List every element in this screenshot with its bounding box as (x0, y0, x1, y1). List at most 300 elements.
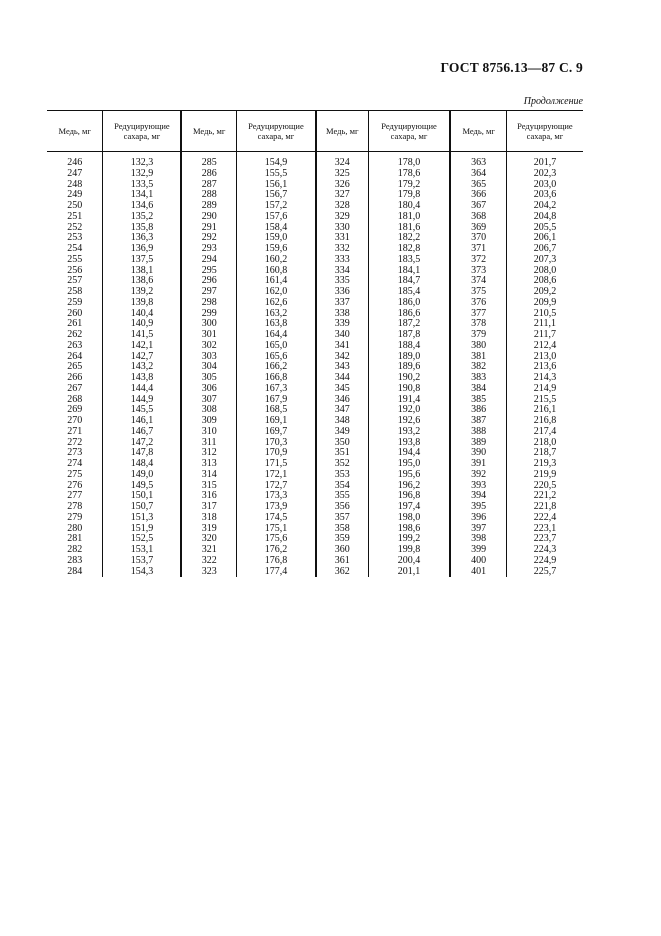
table-cell: 142,7 (103, 352, 182, 363)
table-cell: 223,1 (533, 522, 557, 534)
table-cell: 275 (47, 470, 103, 481)
table-cell: 159,6 (236, 244, 315, 255)
table-cell: 265 (47, 362, 103, 373)
table-cell: 170,3 (236, 438, 315, 449)
table-cell: 252 (47, 223, 103, 234)
table-cell: 269 (47, 405, 103, 416)
table-cell: 249 (47, 190, 103, 201)
table-cell: 137,5 (103, 255, 182, 266)
table-cell: 184,1 (368, 266, 450, 277)
table-cell: 344 (316, 373, 368, 384)
table-cell: 296 (181, 276, 236, 287)
table-row (47, 427, 583, 438)
table-cell: 139,2 (103, 287, 182, 298)
table-cell: 398 (450, 534, 506, 545)
table-cell: 332 (316, 244, 368, 255)
table-cell: 371 (450, 244, 506, 255)
table-cell: 280 (47, 524, 103, 535)
table-cell: 377 (450, 309, 506, 320)
table-cell: 220,5 (533, 479, 557, 491)
table-row (47, 384, 583, 395)
table-cell: 348 (316, 416, 368, 427)
table-cell: 350 (316, 438, 368, 449)
table-cell: 372 (450, 255, 506, 266)
table-cell: 187,8 (368, 330, 450, 341)
table-cell: 345 (316, 384, 368, 395)
table-cell: 337 (316, 298, 368, 309)
table-cell: 212,4 (533, 339, 557, 351)
table-cell: 364 (450, 169, 506, 180)
table-cell: 305 (181, 373, 236, 384)
table-cell: 169,7 (236, 427, 315, 438)
table-cell: 201,7 (533, 157, 557, 168)
table-cell: 308 (181, 405, 236, 416)
table-cell: 271 (47, 427, 103, 438)
table-cell: 165,0 (236, 341, 315, 352)
table-cell: 135,2 (103, 212, 182, 223)
table-cell: 298 (181, 298, 236, 309)
table-cell: 324 (316, 152, 368, 169)
table-cell: 295 (181, 266, 236, 277)
table-cell: 251 (47, 212, 103, 223)
table-row (47, 534, 583, 545)
table-cell: 303 (181, 352, 236, 363)
table-cell: 147,8 (103, 448, 182, 459)
table-cell: 218,7 (533, 447, 557, 459)
table-cell: 380 (450, 341, 506, 352)
table-cell: 388 (450, 427, 506, 438)
table-cell: 157,2 (236, 201, 315, 212)
table-cell: 283 (47, 556, 103, 567)
table-row (47, 481, 583, 492)
table-cell: 140,9 (103, 319, 182, 330)
table-cell: 309 (181, 416, 236, 427)
table-cell: 181,0 (368, 212, 450, 223)
table-cell: 200,4 (368, 556, 450, 567)
table-cell: 276 (47, 481, 103, 492)
table-cell: 361 (316, 556, 368, 567)
table-row (47, 556, 583, 567)
table-cell: 311 (181, 438, 236, 449)
table-cell: 214,9 (533, 382, 557, 394)
column-header: Редуцирующие сахара, мг (103, 111, 182, 152)
table-cell: 151,3 (103, 513, 182, 524)
table-body (47, 152, 583, 578)
table-cell: 147,2 (103, 438, 182, 449)
table-cell: 359 (316, 534, 368, 545)
table-cell: 328 (316, 201, 368, 212)
table-cell: 356 (316, 502, 368, 513)
table-cell: 196,8 (368, 491, 450, 502)
table-cell: 274 (47, 459, 103, 470)
table-row (47, 416, 583, 427)
table-cell: 143,2 (103, 362, 182, 373)
table-cell: 299 (181, 309, 236, 320)
table-cell: 224,3 (533, 544, 557, 555)
table-cell: 192,6 (368, 416, 450, 427)
table-cell: 278 (47, 502, 103, 513)
table-cell: 400 (450, 556, 506, 567)
table-cell: 330 (316, 223, 368, 234)
table-cell: 172,7 (236, 481, 315, 492)
table-cell: 331 (316, 233, 368, 244)
table-cell: 162,6 (236, 298, 315, 309)
table-cell: 219,3 (533, 458, 557, 469)
table-row (47, 448, 583, 459)
table-row (47, 341, 583, 352)
table-cell: 143,8 (103, 373, 182, 384)
table-cell: 199,8 (368, 545, 450, 556)
table-cell: 222,4 (533, 511, 557, 523)
table-row (47, 298, 583, 309)
table-cell: 193,8 (368, 438, 450, 449)
table-cell: 162,0 (236, 287, 315, 298)
table-cell: 159,0 (236, 233, 315, 244)
column-header: Медь, мг (181, 111, 236, 152)
table-cell: 163,8 (236, 319, 315, 330)
table-cell: 384 (450, 384, 506, 395)
table-cell: 197,4 (368, 502, 450, 513)
table-cell: 134,1 (103, 190, 182, 201)
table-cell: 346 (316, 395, 368, 406)
table-cell: 261 (47, 319, 103, 330)
table-cell: 362 (316, 567, 368, 578)
table-cell: 262 (47, 330, 103, 341)
table-cell: 268 (47, 395, 103, 406)
column-header: Редуцирующие сахара, мг (506, 111, 583, 152)
table-cell: 368 (450, 212, 506, 223)
table-cell: 250 (47, 201, 103, 212)
table-cell: 397 (450, 524, 506, 535)
table-cell: 290 (181, 212, 236, 223)
table-cell: 351 (316, 448, 368, 459)
table-cell: 169,1 (236, 416, 315, 427)
table-cell: 266 (47, 373, 103, 384)
table-cell: 248 (47, 180, 103, 191)
table-cell: 316 (181, 491, 236, 502)
table-cell: 323 (181, 567, 236, 578)
table-row (47, 470, 583, 481)
table-cell: 393 (450, 481, 506, 492)
table-cell: 208,6 (533, 275, 557, 287)
column-header: Медь, мг (450, 111, 506, 152)
table-row (47, 276, 583, 287)
table-cell: 286 (181, 169, 236, 180)
table-cell: 341 (316, 341, 368, 352)
table-cell: 358 (316, 524, 368, 535)
table-cell: 221,8 (533, 501, 557, 512)
table-cell: 204,2 (533, 200, 557, 211)
table-cell: 325 (316, 169, 368, 180)
table-cell: 282 (47, 545, 103, 556)
table-cell: 225,7 (533, 565, 557, 577)
table-cell: 203,6 (533, 189, 557, 201)
table-cell: 155,5 (236, 169, 315, 180)
table-cell: 365 (450, 180, 506, 191)
table-cell: 167,3 (236, 384, 315, 395)
table-cell: 176,2 (236, 545, 315, 556)
table-cell: 211,7 (533, 329, 557, 340)
table-cell: 217,4 (533, 425, 557, 437)
table-cell: 152,5 (103, 534, 182, 545)
table-cell: 205,5 (533, 221, 557, 233)
table-cell: 175,6 (236, 534, 315, 545)
table-cell: 257 (47, 276, 103, 287)
table-cell: 151,9 (103, 524, 182, 535)
table-cell: 369 (450, 223, 506, 234)
table-cell: 291 (181, 223, 236, 234)
table-cell: 315 (181, 481, 236, 492)
table-cell: 156,7 (236, 190, 315, 201)
table-cell: 166,8 (236, 373, 315, 384)
table-cell: 215,5 (533, 393, 557, 405)
table-cell: 287 (181, 180, 236, 191)
table-cell: 381 (450, 352, 506, 363)
table-row (47, 524, 583, 535)
table-cell: 246 (47, 152, 103, 169)
table-cell: 173,3 (236, 491, 315, 502)
table-cell: 386 (450, 405, 506, 416)
table-cell: 285 (181, 152, 236, 169)
table-cell: 333 (316, 255, 368, 266)
table-cell: 401 (450, 567, 506, 578)
table-cell: 153,7 (103, 556, 182, 567)
table-cell: 349 (316, 427, 368, 438)
table-cell: 154,9 (236, 152, 315, 169)
table-cell: 375 (450, 287, 506, 298)
table-cell: 310 (181, 427, 236, 438)
table-cell: 208,0 (533, 264, 557, 276)
table-cell: 186,6 (368, 309, 450, 320)
table-cell: 144,4 (103, 384, 182, 395)
table-cell: 383 (450, 373, 506, 384)
table-row (47, 319, 583, 330)
table-cell: 187,2 (368, 319, 450, 330)
table-row (47, 395, 583, 406)
table-row (47, 513, 583, 524)
table-row (47, 223, 583, 234)
table-cell: 166,2 (236, 362, 315, 373)
table-cell: 190,8 (368, 384, 450, 395)
table-cell: 366 (450, 190, 506, 201)
table-cell: 395 (450, 502, 506, 513)
table-cell: 256 (47, 266, 103, 277)
table-cell: 185,4 (368, 287, 450, 298)
table-cell: 263 (47, 341, 103, 352)
column-header: Редуцирующие сахара, мг (368, 111, 450, 152)
table-cell: 211,1 (533, 318, 557, 330)
table-cell: 160,2 (236, 255, 315, 266)
table-cell: 339 (316, 319, 368, 330)
table-cell: 132,9 (103, 169, 182, 180)
table-cell: 163,2 (236, 309, 315, 320)
table-row (47, 244, 583, 255)
table-cell: 260 (47, 309, 103, 320)
table-cell: 174,5 (236, 513, 315, 524)
table-row (47, 491, 583, 502)
table-cell: 167,9 (236, 395, 315, 406)
table-cell: 387 (450, 416, 506, 427)
table-cell: 134,6 (103, 201, 182, 212)
page-header: ГОСТ 8756.13—87 С. 9 (440, 60, 583, 75)
table-cell: 210,5 (533, 307, 557, 319)
table-cell: 279 (47, 513, 103, 524)
table-cell: 178,0 (368, 152, 450, 169)
table-cell: 149,0 (103, 470, 182, 481)
table-cell: 165,6 (236, 352, 315, 363)
table-cell: 370 (450, 233, 506, 244)
table-row (47, 567, 583, 578)
table-cell: 161,4 (236, 276, 315, 287)
column-header: Медь, мг (47, 111, 103, 152)
table-cell: 168,5 (236, 405, 315, 416)
table-cell: 313 (181, 459, 236, 470)
table-cell: 171,5 (236, 459, 315, 470)
table-cell: 216,8 (533, 415, 557, 426)
table-cell: 172,1 (236, 470, 315, 481)
table-cell: 202,3 (533, 167, 557, 179)
table-cell: 353 (316, 470, 368, 481)
table-cell: 347 (316, 405, 368, 416)
column-header: Редуцирующие сахара, мг (236, 111, 315, 152)
table-cell: 209,2 (533, 286, 557, 297)
table-cell: 175,1 (236, 524, 315, 535)
table-row (47, 502, 583, 513)
table-cell: 307 (181, 395, 236, 406)
table-cell: 192,0 (368, 405, 450, 416)
table-cell: 304 (181, 362, 236, 373)
table-cell: 385 (450, 395, 506, 406)
table-cell: 336 (316, 287, 368, 298)
table-row (47, 373, 583, 384)
table-row (47, 352, 583, 363)
table-cell: 183,5 (368, 255, 450, 266)
table-cell: 326 (316, 180, 368, 191)
table-cell: 195,6 (368, 470, 450, 481)
table-cell: 170,9 (236, 448, 315, 459)
table-cell: 223,7 (533, 533, 557, 545)
table-row (47, 212, 583, 223)
table-cell: 292 (181, 233, 236, 244)
table-cell: 177,4 (236, 567, 315, 578)
table-cell: 396 (450, 513, 506, 524)
table-cell: 253 (47, 233, 103, 244)
table-row (47, 152, 583, 169)
table-cell: 343 (316, 362, 368, 373)
table-row (47, 459, 583, 470)
table-cell: 203,0 (533, 178, 557, 190)
table-cell: 150,1 (103, 491, 182, 502)
table-cell: 204,8 (533, 210, 557, 222)
table-cell: 219,9 (533, 468, 557, 480)
table-cell: 322 (181, 556, 236, 567)
table-cell: 284 (47, 567, 103, 578)
table-cell: 314 (181, 470, 236, 481)
table-cell: 209,9 (533, 296, 557, 308)
table-cell: 289 (181, 201, 236, 212)
table-cell: 140,4 (103, 309, 182, 320)
table-cell: 201,1 (368, 567, 450, 578)
table-cell: 379 (450, 330, 506, 341)
table-cell: 138,1 (103, 266, 182, 277)
table-cell: 149,5 (103, 481, 182, 492)
table-cell: 357 (316, 513, 368, 524)
table-cell: 198,0 (368, 513, 450, 524)
table-cell: 376 (450, 298, 506, 309)
table-cell: 340 (316, 330, 368, 341)
table-cell: 270 (47, 416, 103, 427)
table-cell: 301 (181, 330, 236, 341)
table-cell: 329 (316, 212, 368, 223)
table-cell: 156,1 (236, 180, 315, 191)
table-cell: 146,1 (103, 416, 182, 427)
table-cell: 148,4 (103, 459, 182, 470)
table-cell: 277 (47, 491, 103, 502)
table-cell: 288 (181, 190, 236, 201)
table-cell: 312 (181, 448, 236, 459)
table-cell: 158,4 (236, 223, 315, 234)
table-row (47, 180, 583, 191)
table-cell: 382 (450, 362, 506, 373)
table-cell: 355 (316, 491, 368, 502)
table-cell: 179,2 (368, 180, 450, 191)
table-cell: 190,2 (368, 373, 450, 384)
table-cell: 317 (181, 502, 236, 513)
table-row (47, 330, 583, 341)
table-cell: 300 (181, 319, 236, 330)
table-cell: 195,0 (368, 459, 450, 470)
table-cell: 272 (47, 438, 103, 449)
continuation-label: Продолжение (523, 96, 583, 107)
table-cell: 135,8 (103, 223, 182, 234)
table-cell: 224,9 (533, 554, 557, 566)
table-row (47, 287, 583, 298)
table-cell: 213,0 (533, 350, 557, 362)
table-cell: 157,6 (236, 212, 315, 223)
table-cell: 188,4 (368, 341, 450, 352)
table-cell: 297 (181, 287, 236, 298)
table-cell: 164,4 (236, 330, 315, 341)
table-cell: 392 (450, 470, 506, 481)
table-cell: 267 (47, 384, 103, 395)
table-cell: 378 (450, 319, 506, 330)
table-cell: 258 (47, 287, 103, 298)
table-cell: 154,3 (103, 567, 182, 578)
table-cell: 318 (181, 513, 236, 524)
table-cell: 189,6 (368, 362, 450, 373)
table-row (47, 362, 583, 373)
table-header-row (47, 111, 583, 152)
table-cell: 254 (47, 244, 103, 255)
column-header: Медь, мг (316, 111, 368, 152)
table-cell: 193,2 (368, 427, 450, 438)
table-row (47, 169, 583, 180)
table-cell: 199,2 (368, 534, 450, 545)
table-cell: 391 (450, 459, 506, 470)
table-cell: 196,2 (368, 481, 450, 492)
table-cell: 150,7 (103, 502, 182, 513)
table-cell: 394 (450, 491, 506, 502)
table-cell: 144,9 (103, 395, 182, 406)
table-cell: 181,6 (368, 223, 450, 234)
table-cell: 136,3 (103, 233, 182, 244)
table-cell: 194,4 (368, 448, 450, 459)
table-cell: 216,1 (533, 404, 557, 416)
table-cell: 198,6 (368, 524, 450, 535)
copper-sugar-table (47, 110, 583, 577)
table-cell: 178,6 (368, 169, 450, 180)
table-cell: 189,0 (368, 352, 450, 363)
